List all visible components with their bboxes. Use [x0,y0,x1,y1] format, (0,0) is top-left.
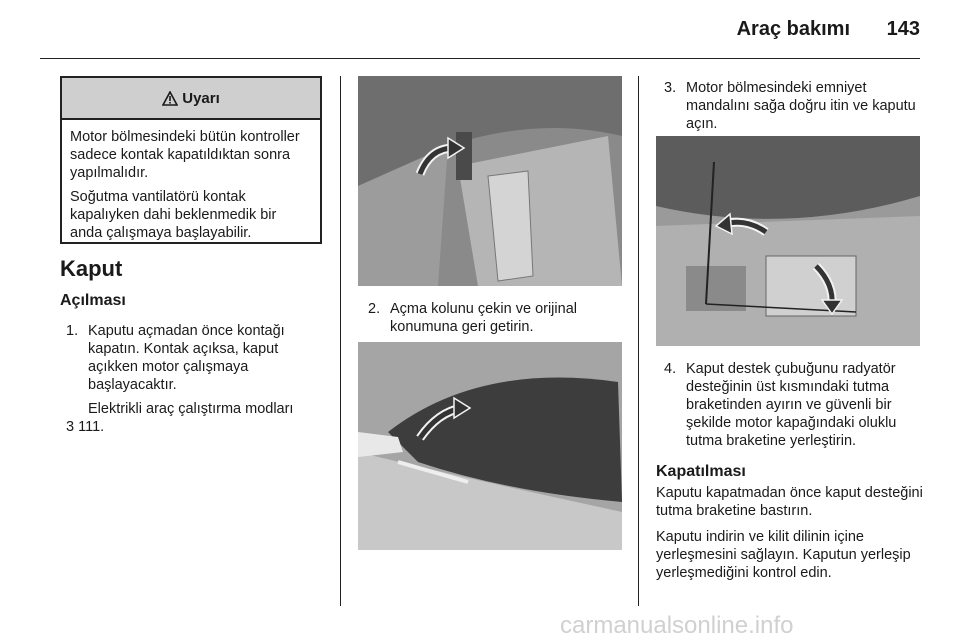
warning-box [60,76,322,244]
step-text: Motor bölmesindeki emniyet mandalını sağa doğru itin ve kaputu açın. [686,80,916,132]
page-reference: 3 111. [66,419,105,435]
step-text: Kaputu açmadan önce kontağı kapatın. Kontak açıksa, kaput açıkken motor çalışmaya başlayacaktır. [88,323,285,393]
warning-triangle-icon [162,91,178,106]
header-divider [40,58,920,59]
step-number: 2. [368,301,381,317]
warning-body [62,120,320,242]
hood-front-illustration [358,342,622,550]
warning-header [62,78,320,120]
page-header-title: Araç bakımı [736,18,850,40]
step-number: 4. [664,361,677,377]
warning-paragraph: Soğutma vantilatörü kontak kapalıyken dahi beklenmedik bir anda çalışmaya başlayabilir. [70,189,277,241]
closing-paragraph: Kaputu kapatmadan önce kaput desteğini tutma braketine bastırın. [656,485,923,519]
warning-title: Uyarı [182,89,220,107]
warning-paragraph: Motor bölmesindeki bütün kontroller sadece kontak kapatıldıktan sonra yapılmalıdır. [70,129,300,181]
step-number: 3. [664,80,677,96]
figure-release-lever [358,76,622,286]
figure-engine-bay [656,136,920,346]
step-3 [664,79,924,133]
engine-bay-illustration [656,136,920,346]
step-2 [368,300,626,336]
column-divider-right [638,76,639,606]
figure-hood-front [358,342,622,550]
page-number: 143 [886,18,920,40]
section-title: Kaput [60,256,123,281]
step-4 [664,360,928,450]
step-text: Kaput destek çubuğunu radyatör desteğinin üst kısmındaki tutma braketinden ayırın ve güvenli bir şekilde motor kapağındaki oluklu tutma braketine yerleştirin. [686,361,897,449]
step-text: Açma kolunu çekin ve orijinal konumuna geri getirin. [390,301,577,335]
step-note: Elektrikli araç çalıştırma modları [88,401,294,417]
closing-text [656,484,926,582]
subsection-title-opening: Açılması [60,292,126,309]
release-lever-illustration [358,76,622,286]
step-1 [66,322,328,418]
column-divider-left [340,76,341,606]
step-number: 1. [66,323,79,339]
closing-paragraph: Kaputu indirin ve kilit dilinin içine yerleşmesini sağlayın. Kaputun yerleşip yerleşmediğini kontrol edin. [656,529,911,581]
watermark: carmanualsonline.info [560,612,794,639]
subsection-title-closing: Kapatılması [656,463,746,480]
